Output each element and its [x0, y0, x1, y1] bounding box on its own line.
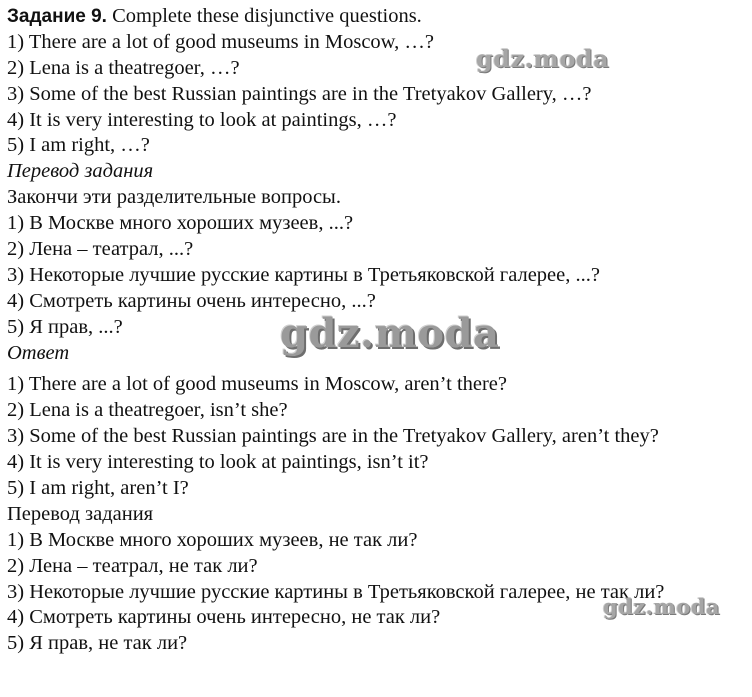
translation-item-4: 4) Смотреть картины очень интересно, ...?: [7, 289, 376, 312]
answer-item-3: 3) Some of the best Russian paintings are in the Tretyakov Gallery, aren’t they?: [7, 425, 659, 448]
answer-translation-heading: Перевод задания: [7, 502, 154, 525]
answer-item-5: 5) I am right, aren’t I?: [7, 477, 189, 500]
answer-item-1: 1) There are a lot of good museums in Moscow, aren’t there?: [7, 373, 508, 396]
answer-translation-item-4: 4) Смотреть картины очень интересно, не так ли?: [7, 606, 441, 629]
answer-heading: Ответ: [7, 341, 70, 364]
task-item-1: 1) There are a lot of good museums in Moscow, …?: [7, 30, 434, 53]
watermark: gdz.moda: [280, 310, 500, 357]
watermark: gdz.moda: [603, 594, 721, 619]
answer-item-4: 4) It is very interesting to look at paintings, isn’t it?: [7, 451, 429, 474]
task-label: Задание 9.: [7, 6, 107, 27]
task-item-2: 2) Lena is a theatregoer, …?: [7, 56, 240, 79]
translation-heading: Перевод задания: [7, 160, 154, 183]
task-item-3: 3) Some of the best Russian paintings are in the Tretyakov Gallery, …?: [7, 82, 592, 105]
task-item-5: 5) I am right, …?: [7, 134, 150, 157]
task-instruction: Complete these disjunctive questions.: [112, 5, 422, 27]
answer-translation-item-2: 2) Лена – театрал, не так ли?: [7, 554, 258, 577]
answer-item-2: 2) Lena is a theatregoer, isn’t she?: [7, 399, 288, 422]
answer-translation-item-5: 5) Я прав, не так ли?: [7, 632, 188, 655]
translation-instruction: Закончи эти разделительные вопросы.: [7, 186, 341, 209]
translation-item-1: 1) В Москве много хороших музеев, ...?: [7, 212, 354, 235]
answer-translation-item-3: 3) Некоторые лучшие русские картины в Третьяковской галерее, не так ли?: [7, 580, 665, 603]
watermark: gdz.moda: [476, 44, 610, 73]
task-title-line: [7, 4, 747, 30]
translation-item-2: 2) Лена – театрал, ...?: [7, 238, 194, 261]
translation-item-5: 5) Я прав, ...?: [7, 315, 123, 338]
answer-translation-item-1: 1) В Москве много хороших музеев, не так ли?: [7, 528, 418, 551]
translation-item-3: 3) Некоторые лучшие русские картины в Третьяковской галерее, ...?: [7, 263, 600, 286]
task-item-4: 4) It is very interesting to look at paintings, …?: [7, 108, 397, 131]
